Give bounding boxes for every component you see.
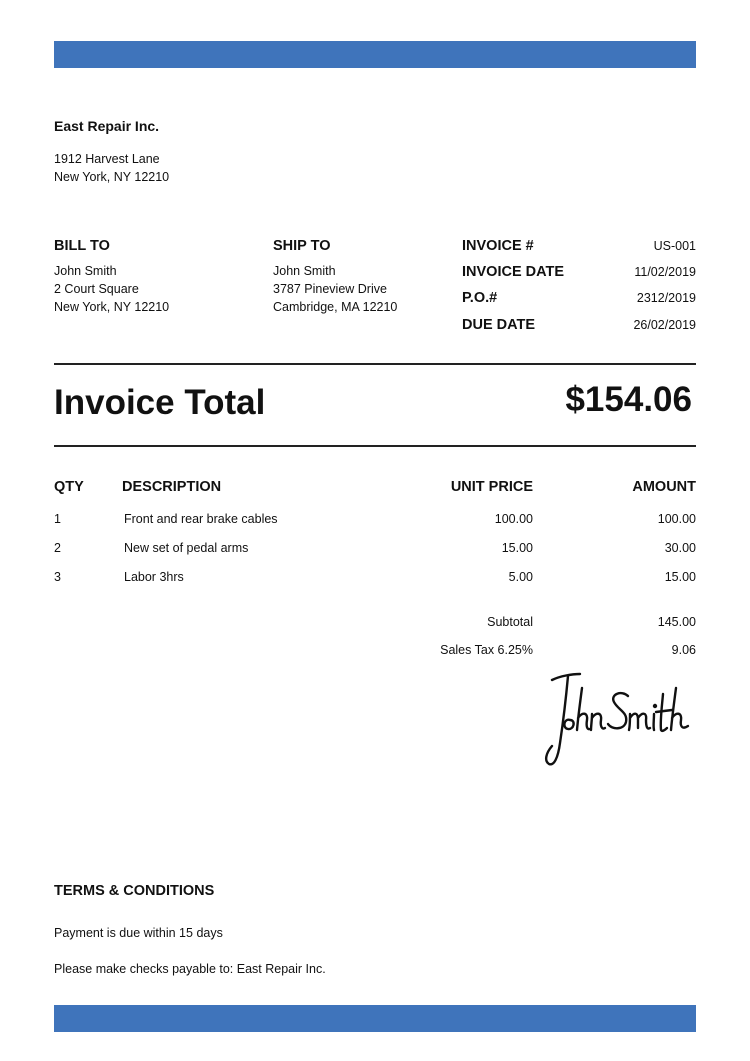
- subtotal-label: Subtotal: [487, 615, 533, 629]
- column-header-amount: AMOUNT: [632, 479, 696, 495]
- subtotal-value: 145.00: [657, 615, 696, 629]
- ship-to-address-line2: Cambridge, MA 12210: [273, 300, 398, 314]
- due-date-value: 26/02/2019: [633, 318, 696, 332]
- row-amount: 100.00: [657, 512, 696, 526]
- bill-to-address-line2: New York, NY 12210: [54, 300, 170, 314]
- company-address-line2: New York, NY 12210: [54, 170, 170, 184]
- row-unit-price: 100.00: [494, 512, 533, 526]
- column-header-qty: QTY: [54, 479, 84, 495]
- row-amount: 15.00: [664, 570, 696, 584]
- terms-line-payment: Payment is due within 15 days: [54, 926, 223, 940]
- divider-top: [54, 363, 696, 365]
- due-date-label: DUE DATE: [462, 317, 536, 333]
- ship-to-address-line1: 3787 Pineview Drive: [273, 282, 387, 296]
- invoice-number-value: US-001: [653, 239, 696, 253]
- terms-line-checks: Please make checks payable to: East Repair Inc.: [54, 962, 326, 976]
- row-description: Labor 3hrs: [124, 570, 184, 584]
- row-unit-price: 5.00: [508, 570, 533, 584]
- terms-heading: TERMS & CONDITIONS: [54, 883, 215, 899]
- column-header-unit-price: UNIT PRICE: [450, 479, 533, 495]
- row-qty: 1: [54, 512, 61, 526]
- bill-to-address-line1: 2 Court Square: [54, 282, 139, 296]
- po-number-label: P.O.#: [462, 290, 498, 306]
- row-unit-price: 15.00: [501, 541, 533, 555]
- ship-to-name: John Smith: [273, 264, 336, 278]
- sales-tax-value: 9.06: [671, 643, 696, 657]
- invoice-number-label: INVOICE #: [462, 238, 534, 254]
- row-qty: 2: [54, 541, 61, 555]
- divider-bottom: [54, 445, 696, 447]
- invoice-date-value: 11/02/2019: [634, 265, 696, 279]
- row-amount: 30.00: [664, 541, 696, 555]
- header-color-bar: [54, 41, 696, 68]
- row-description: New set of pedal arms: [124, 541, 249, 555]
- ship-to-heading: SHIP TO: [273, 238, 331, 254]
- po-number-value: 2312/2019: [636, 291, 696, 305]
- company-address-line1: 1912 Harvest Lane: [54, 152, 160, 166]
- invoice-total-label: Invoice Total: [54, 383, 266, 422]
- column-header-description: DESCRIPTION: [122, 479, 222, 495]
- row-qty: 3: [54, 570, 61, 584]
- bill-to-heading: BILL TO: [54, 238, 110, 254]
- company-name: East Repair Inc.: [54, 118, 160, 134]
- signature-image: [530, 668, 700, 773]
- invoice-total-value: $154.06: [565, 380, 692, 419]
- sales-tax-label: Sales Tax 6.25%: [440, 643, 533, 657]
- row-description: Front and rear brake cables: [124, 512, 278, 526]
- invoice-date-label: INVOICE DATE: [462, 264, 565, 280]
- footer-color-bar: [54, 1005, 696, 1032]
- bill-to-name: John Smith: [54, 264, 117, 278]
